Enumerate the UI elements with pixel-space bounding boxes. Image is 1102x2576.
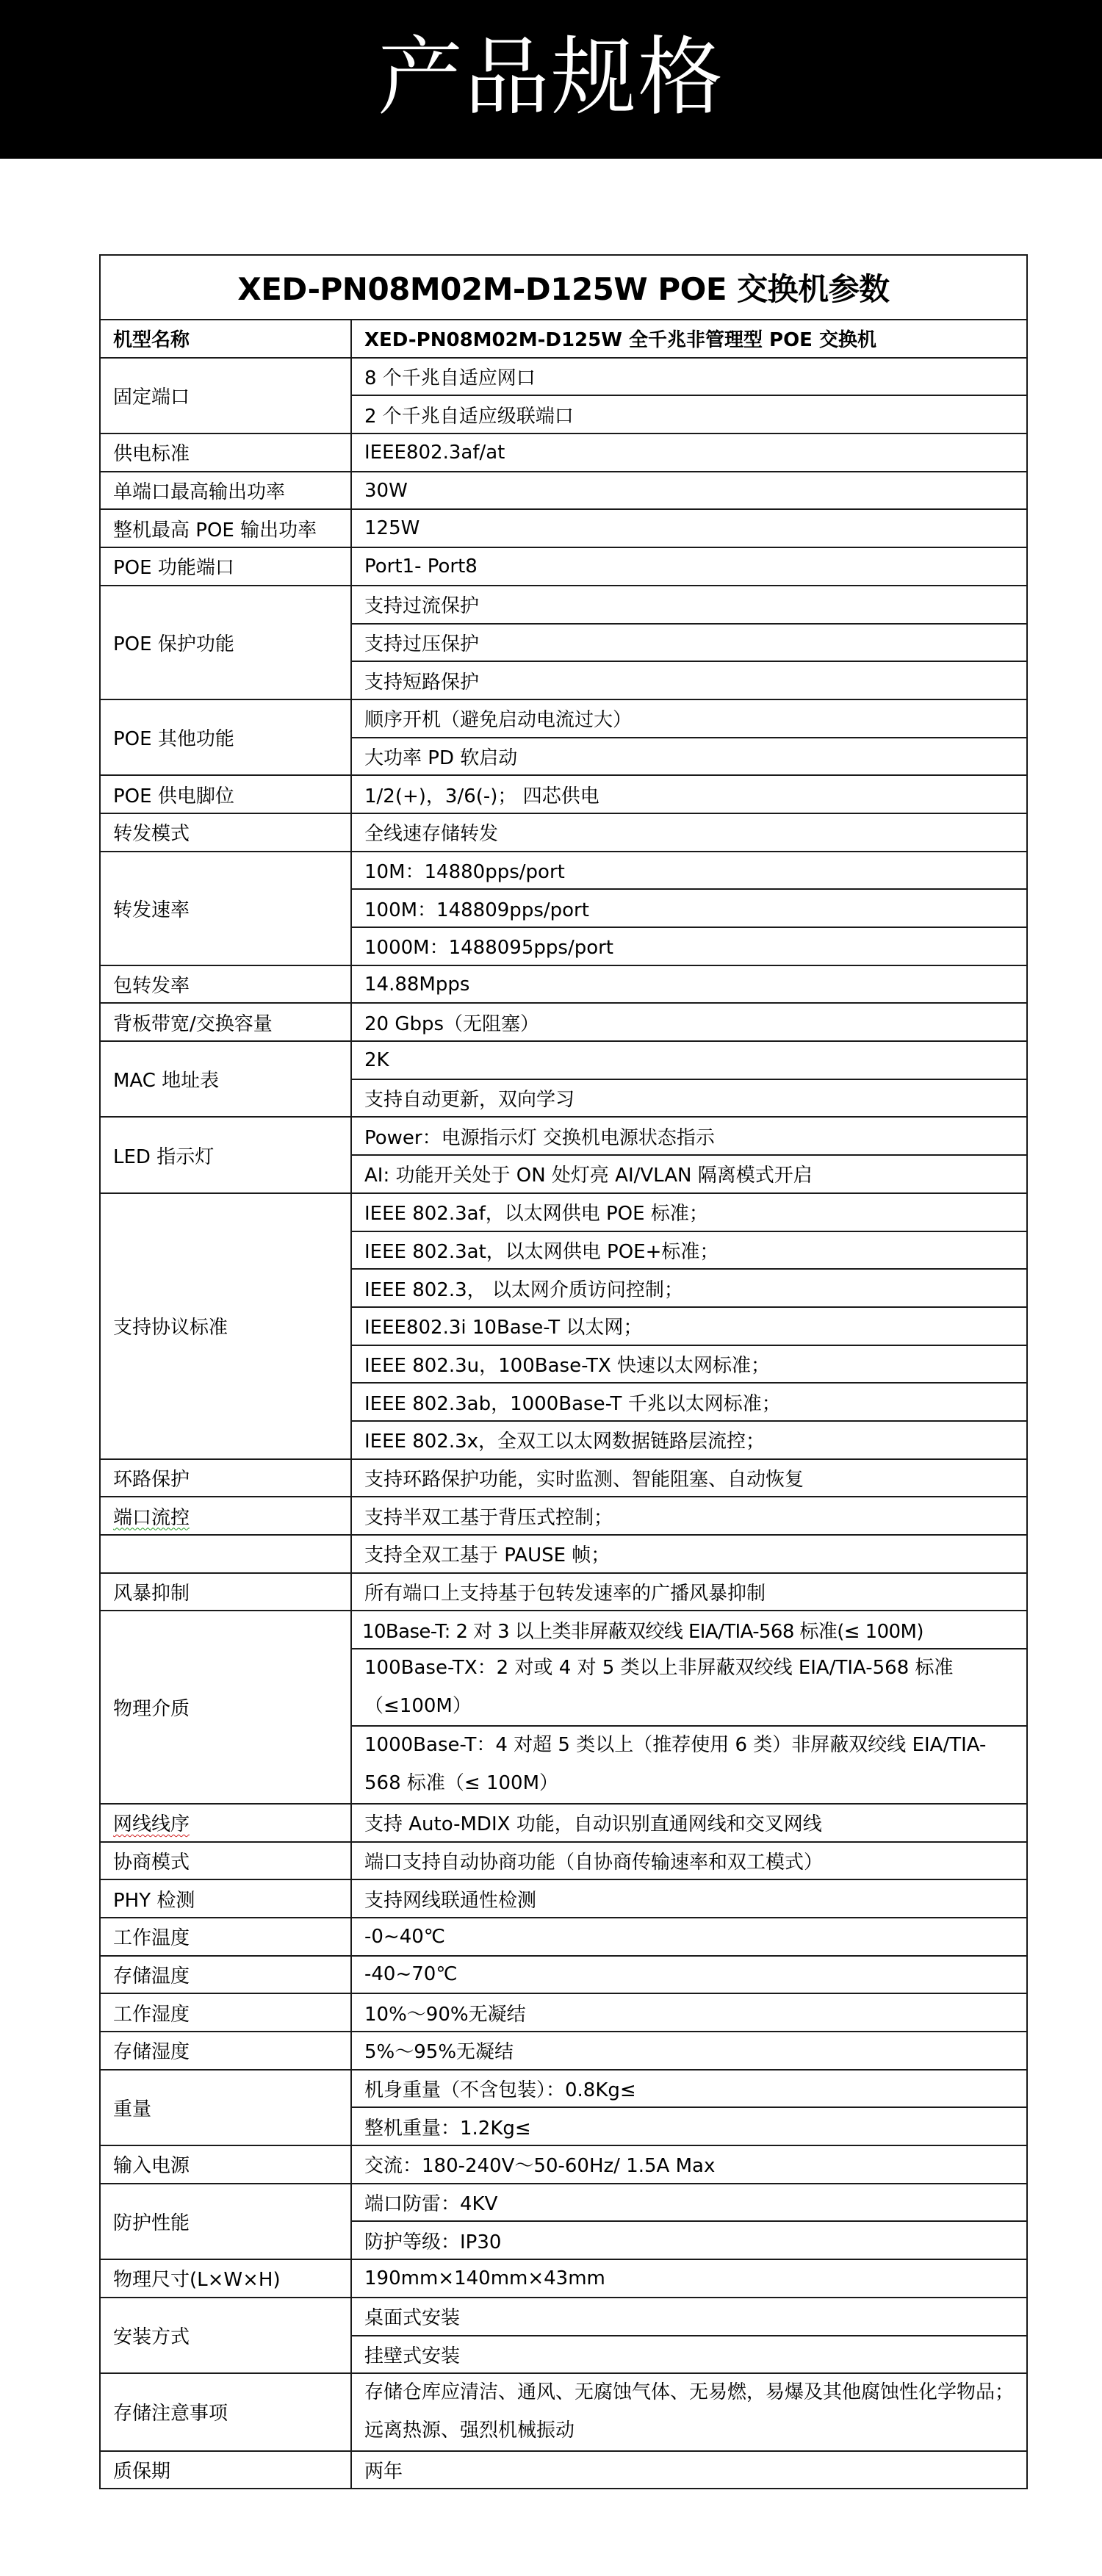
row-value: 20 Gbps（无阻塞）: [351, 1003, 1027, 1041]
table-row: [100, 1117, 1027, 1155]
row-value: 10%～90%无凝结: [351, 1993, 1027, 2032]
row-label: 供电标准: [100, 433, 351, 472]
row-value: 1/2(+)，3/6(-)； 四芯供电: [351, 775, 1027, 813]
row-value: 交流：180-240V～50-60Hz/ 1.5A Max: [351, 2145, 1027, 2184]
row-label: 转发模式: [100, 813, 351, 852]
row-label: 风暴抑制: [100, 1573, 351, 1611]
row-value: 挂壁式安装: [351, 2336, 1027, 2374]
table-row: [100, 2259, 1027, 2298]
row-value: 整机重量：1.2Kg≤: [351, 2107, 1027, 2145]
row-label: 存储湿度: [100, 2032, 351, 2070]
row-value: 桌面式安装: [351, 2298, 1027, 2336]
row-label: POE 保护功能: [100, 586, 351, 699]
row-value: 存储仓库应清洁、通风、无腐蚀气体、无易燃，易爆及其他腐蚀性化学物品；远离热源、强烈机械振动: [351, 2373, 1027, 2450]
row-value: 100Base-TX：2 对或 4 对 5 类以上非屏蔽双绞线 EIA/TIA-568 标准（≤100M）: [351, 1649, 1027, 1726]
row-value: IEEE802.3af/at: [351, 433, 1027, 472]
row-value: 2 个千兆自适应级联端口: [351, 395, 1027, 433]
table-row: [100, 1193, 1027, 1231]
table-row: [100, 1611, 1027, 1649]
row-value: 30W: [351, 472, 1027, 510]
row-value: 防护等级：IP30: [351, 2221, 1027, 2259]
table-row: [100, 2298, 1027, 2336]
page-title: 产品规格: [378, 28, 724, 127]
row-value: 支持过流保护: [351, 586, 1027, 624]
row-value: IEEE 802.3ab，1000Base-T 千兆以太网标准；: [351, 1383, 1027, 1421]
table-row: [100, 2070, 1027, 2108]
row-value: -0~40℃: [351, 1918, 1027, 1956]
row-value: IEEE 802.3u，100Base-TX 快速以太网标准；: [351, 1345, 1027, 1384]
row-label: LED 指示灯: [100, 1117, 351, 1192]
row-value: 125W: [351, 509, 1027, 547]
table-row: [100, 813, 1027, 852]
row-label: PHY 检测: [100, 1879, 351, 1918]
table-row: [100, 1842, 1027, 1880]
table-row: [100, 1459, 1027, 1497]
table-row: [100, 320, 1027, 358]
row-label: 输入电源: [100, 2145, 351, 2184]
row-value: 支持过压保护: [351, 624, 1027, 662]
table-row: [100, 472, 1027, 510]
table-row: [100, 1918, 1027, 1956]
table-row: [100, 509, 1027, 547]
row-value: 190mm×140mm×43mm: [351, 2259, 1027, 2298]
table-title-row: [100, 255, 1027, 320]
row-value: 端口支持自动协商功能（自协商传输速率和双工模式）: [351, 1842, 1027, 1880]
row-value: 2K: [351, 1041, 1027, 1079]
row-label: 环路保护: [100, 1459, 351, 1497]
row-label: 存储温度: [100, 1956, 351, 1994]
row-label: 端口流控: [100, 1497, 351, 1535]
table-row: [100, 2145, 1027, 2184]
row-label: 包转发率: [100, 965, 351, 1004]
row-label: 质保期: [100, 2451, 351, 2489]
table-row: [100, 2451, 1027, 2489]
row-value: IEEE 802.3x，全双工以太网数据链路层流控；: [351, 1421, 1027, 1459]
row-value: 大功率 PD 软启动: [351, 738, 1027, 776]
table-row: [100, 1041, 1027, 1079]
table-row: [100, 358, 1027, 396]
table-row: [100, 1993, 1027, 2032]
row-label: 支持协议标准: [100, 1193, 351, 1459]
row-value: 所有端口上支持基于包转发速率的广播风暴抑制: [351, 1573, 1027, 1611]
row-label: 防护性能: [100, 2184, 351, 2259]
table-row: [100, 547, 1027, 586]
table-row: [100, 965, 1027, 1004]
row-value: 支持短路保护: [351, 661, 1027, 699]
row-value: 100M：148809pps/port: [351, 889, 1027, 927]
table-row: [100, 1879, 1027, 1918]
row-label: 物理介质: [100, 1611, 351, 1804]
row-label: 转发速率: [100, 852, 351, 965]
row-label: 单端口最高输出功率: [100, 472, 351, 510]
table-row: [100, 1497, 1027, 1535]
row-value: IEEE 802.3at，以太网供电 POE+标准；: [351, 1231, 1027, 1270]
table-row: [100, 1804, 1027, 1842]
row-label: 机型名称: [100, 320, 351, 358]
row-label: 重量: [100, 2070, 351, 2145]
table-row: [100, 852, 1027, 890]
row-value: 支持全双工基于 PAUSE 帧；: [351, 1535, 1027, 1573]
spec-table: [99, 254, 1028, 2489]
row-value: IEEE 802.3， 以太网介质访问控制；: [351, 1269, 1027, 1307]
row-label: 整机最高 POE 输出功率: [100, 509, 351, 547]
table-row: [100, 2184, 1027, 2222]
row-value: 支持环路保护功能，实时监测、智能阻塞、自动恢复: [351, 1459, 1027, 1497]
row-value: 10M：14880pps/port: [351, 852, 1027, 890]
table-row: [100, 1573, 1027, 1611]
row-value: 机身重量（不含包装）：0.8Kg≤: [351, 2070, 1027, 2108]
row-value: 支持自动更新，双向学习: [351, 1079, 1027, 1118]
row-label: 物理尺寸(L×W×H): [100, 2259, 351, 2298]
row-value: XED-PN08M02M-D125W 全千兆非管理型 POE 交换机: [351, 320, 1027, 358]
table-row: [100, 775, 1027, 813]
row-label: 工作湿度: [100, 1993, 351, 2032]
table-row: [100, 433, 1027, 472]
row-value: Power：电源指示灯 交换机电源状态指示: [351, 1117, 1027, 1155]
table-row: [100, 1003, 1027, 1041]
row-value: 支持 Auto-MDIX 功能，自动识别直通网线和交叉网线: [351, 1804, 1027, 1842]
row-label-empty: [100, 1535, 351, 1573]
header-banner: [0, 0, 1102, 159]
row-value: 端口防雷：4KV: [351, 2184, 1027, 2222]
row-label: 存储注意事项: [100, 2373, 351, 2450]
row-value: 10Base-T: 2 对 3 以上类非屏蔽双绞线 EIA/TIA-568 标准(≤ 100M): [351, 1611, 1027, 1649]
row-label: 工作温度: [100, 1918, 351, 1956]
row-value: 1000Base-T：4 对超 5 类以上（推荐使用 6 类）非屏蔽双绞线 EIA/TIA-568 标准（≤ 100M）: [351, 1726, 1027, 1803]
row-value: 两年: [351, 2451, 1027, 2489]
row-label: POE 功能端口: [100, 547, 351, 586]
row-label: 固定端口: [100, 358, 351, 433]
table-row: [100, 1535, 1027, 1573]
table-title: XED-PN08M02M-D125W POE 交换机参数: [100, 255, 1027, 320]
row-label: POE 其他功能: [100, 699, 351, 775]
row-value: Port1- Port8: [351, 547, 1027, 586]
table-row: [100, 2373, 1027, 2450]
row-label: 背板带宽/交换容量: [100, 1003, 351, 1041]
row-label: 协商模式: [100, 1842, 351, 1880]
row-value: 支持网线联通性检测: [351, 1879, 1027, 1918]
row-label: POE 供电脚位: [100, 775, 351, 813]
row-label: 网线线序: [100, 1804, 351, 1842]
row-value: 14.88Mpps: [351, 965, 1027, 1004]
table-row: [100, 1956, 1027, 1994]
row-value: -40~70℃: [351, 1956, 1027, 1994]
row-value: IEEE 802.3af，以太网供电 POE 标准；: [351, 1193, 1027, 1231]
table-row: [100, 699, 1027, 738]
row-value: IEEE802.3i 10Base-T 以太网；: [351, 1307, 1027, 1345]
row-value: AI: 功能开关处于 ON 处灯亮 AI/VLAN 隔离模式开启: [351, 1155, 1027, 1193]
row-label: 安装方式: [100, 2298, 351, 2373]
row-value: 1000M：1488095pps/port: [351, 927, 1027, 965]
row-value: 顺序开机（避免启动电流过大）: [351, 699, 1027, 738]
row-value: 5%～95%无凝结: [351, 2032, 1027, 2070]
table-row: [100, 586, 1027, 624]
table-row: [100, 2032, 1027, 2070]
row-value: 支持半双工基于背压式控制；: [351, 1497, 1027, 1535]
row-value: 8 个千兆自适应网口: [351, 358, 1027, 396]
row-value: 全线速存储转发: [351, 813, 1027, 852]
row-label: MAC 地址表: [100, 1041, 351, 1117]
